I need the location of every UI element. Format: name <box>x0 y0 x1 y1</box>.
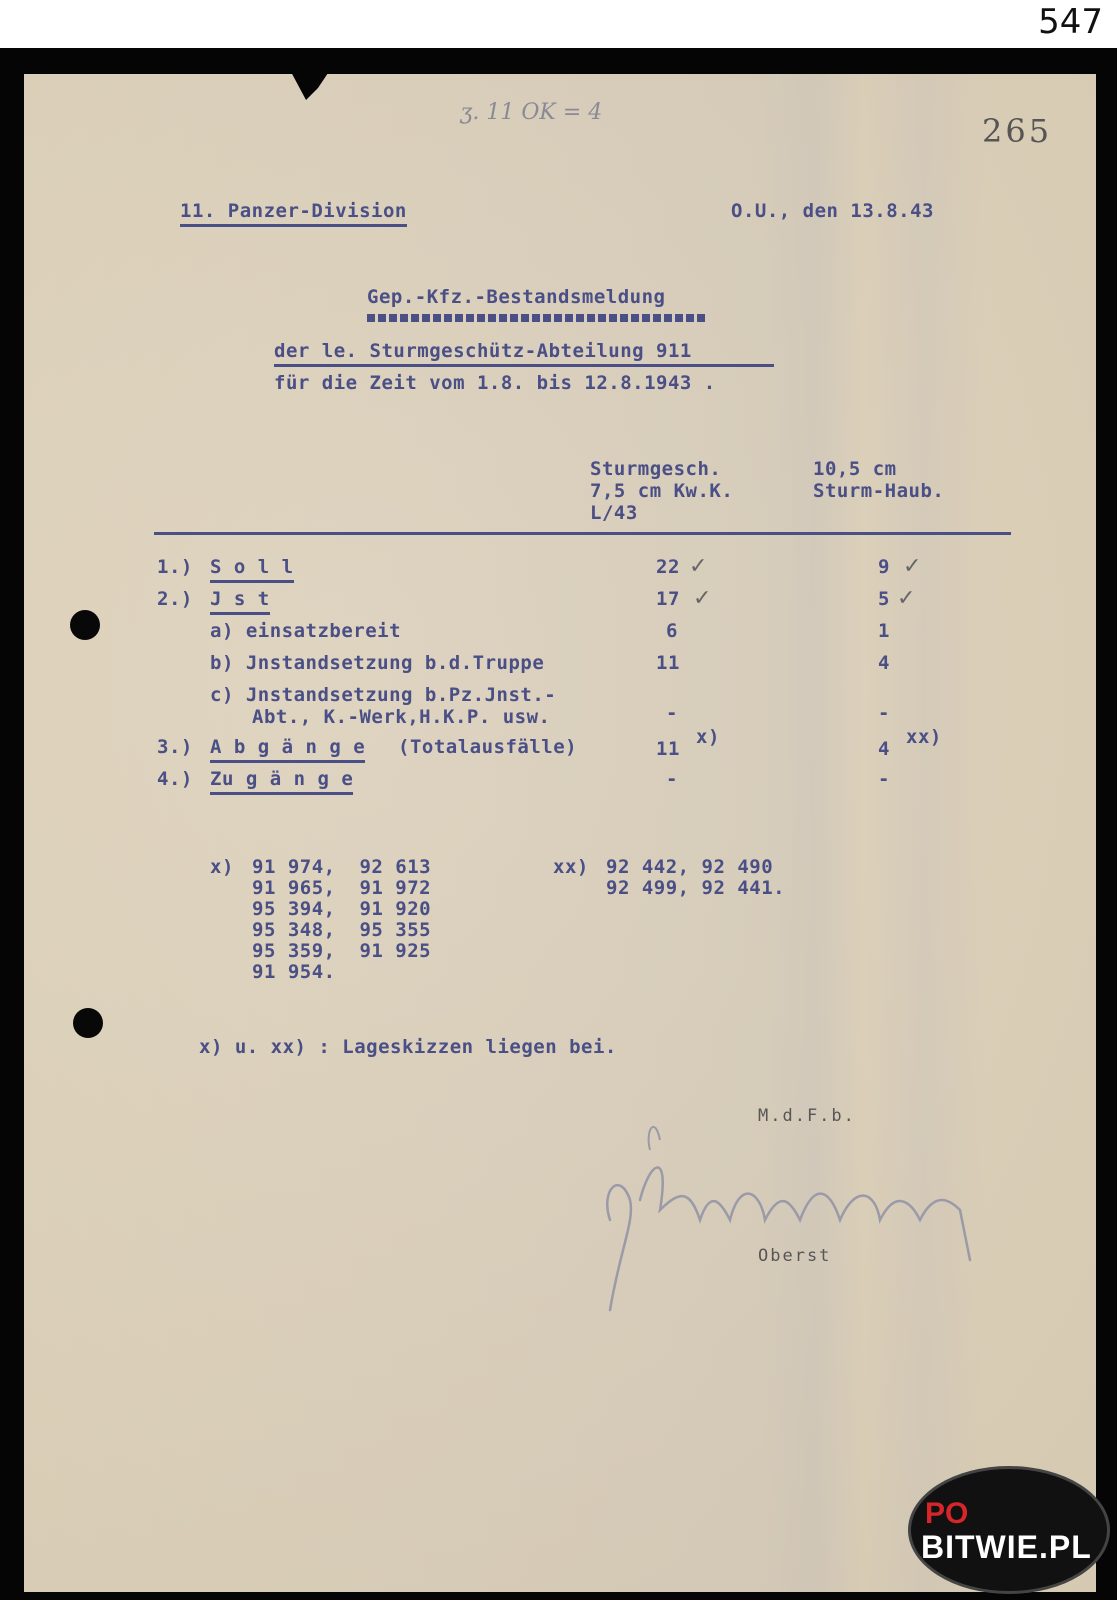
row-number: 3.) <box>157 736 193 758</box>
row-value-col1: 17 <box>656 588 680 610</box>
division-heading: 11. Panzer-Division <box>180 200 407 227</box>
row-value-col1: 11 <box>656 652 680 674</box>
archive-number: 265 <box>982 112 1053 150</box>
row-label: a) einsatzbereit <box>210 620 402 642</box>
page-number: 547 <box>1038 2 1103 42</box>
footnote-x-line: 91 974, 92 613 <box>252 856 432 878</box>
row-label-suffix: (Totalausfälle) <box>398 736 578 758</box>
col2-header-line2: Sturm-Haub. <box>813 480 945 502</box>
row-number: 2.) <box>157 588 193 610</box>
row-value-col1: 6 <box>666 620 678 642</box>
footnote-x-line: 95 348, 95 355 <box>252 919 432 941</box>
col1-header-line2: 7,5 cm Kw.K. <box>590 480 734 502</box>
footnote-x-marker: x) <box>210 856 234 878</box>
check-mark-icon: ✓ <box>897 586 916 611</box>
footnote-x-line: 95 394, 91 920 <box>252 898 432 920</box>
col1-header-line1: Sturmgesch. <box>590 458 722 480</box>
row-label-ist: J s t <box>210 588 270 615</box>
logo-text-main: BITWIE.PL <box>921 1529 1092 1565</box>
period: für die Zeit vom 1.8. bis 12.8.1943 . <box>274 372 716 394</box>
footnote-x-line: 95 359, 91 925 <box>252 940 432 962</box>
footnote-xx-line: 92 442, 92 490 <box>606 856 774 878</box>
row-value-col2: 4 <box>878 738 890 760</box>
row-label-continued: Abt., K.-Werk,H.K.P. usw. <box>252 706 551 728</box>
check-mark-icon: ✓ <box>689 554 708 579</box>
row-value-col2: - <box>878 702 890 724</box>
check-mark-icon: ✓ <box>693 586 712 611</box>
row-value-col2: 4 <box>878 652 890 674</box>
signature-rank: Oberst <box>758 1246 832 1266</box>
table-header-rule <box>154 532 1011 535</box>
double-underline <box>367 314 707 322</box>
punch-hole <box>73 1008 103 1038</box>
check-mark-icon: ✓ <box>903 554 922 579</box>
row-number: 4.) <box>157 768 193 790</box>
row-label-zugaenge: Zu g ä n g e <box>210 768 353 795</box>
row-label-abgaenge: A b g ä n g e <box>210 736 365 763</box>
row-value-col1: - <box>666 768 678 790</box>
logo-text-po: PO <box>925 1497 969 1530</box>
place-date: O.U., den 13.8.43 <box>731 200 934 222</box>
punch-hole <box>70 610 100 640</box>
signature-prefix: M.d.F.b. <box>758 1106 856 1126</box>
footnote-x-line: 91 954. <box>252 961 336 983</box>
row-note-col2: xx) <box>906 726 942 748</box>
row-label: c) Jnstandsetzung b.Pz.Jnst.- <box>210 684 557 706</box>
footnote-x-line: 91 965, 91 972 <box>252 877 432 899</box>
watermark-logo <box>908 1466 1110 1594</box>
row-value-col2: - <box>878 768 890 790</box>
col2-header-line1: 10,5 cm <box>813 458 897 480</box>
col1-header-line3: L/43 <box>590 502 638 524</box>
row-value-col1: - <box>666 702 678 724</box>
row-value-col2: 9 <box>878 556 890 578</box>
row-label: b) Jnstandsetzung b.d.Truppe <box>210 652 545 674</box>
row-value-col1: 11 <box>656 738 680 760</box>
row-label-soll: S o l l <box>210 556 294 583</box>
enclosure-note: x) u. xx) : Lageskizzen liegen bei. <box>199 1036 617 1058</box>
row-value-col1: 22 <box>656 556 680 578</box>
handwritten-note: ʒ. 11 OK = 4 <box>460 100 603 125</box>
report-title: Gep.-Kfz.-Bestandsmeldung <box>367 286 666 308</box>
footnote-xx-marker: xx) <box>553 856 589 878</box>
row-note-col1: x) <box>696 726 720 748</box>
footnote-xx-line: 92 499, 92 441. <box>606 877 786 899</box>
handwritten-signature <box>590 1110 990 1330</box>
row-value-col2: 5 <box>878 588 890 610</box>
row-number: 1.) <box>157 556 193 578</box>
unit-name: der le. Sturmgeschütz-Abteilung 911 <box>274 340 774 367</box>
row-value-col2: 1 <box>878 620 890 642</box>
